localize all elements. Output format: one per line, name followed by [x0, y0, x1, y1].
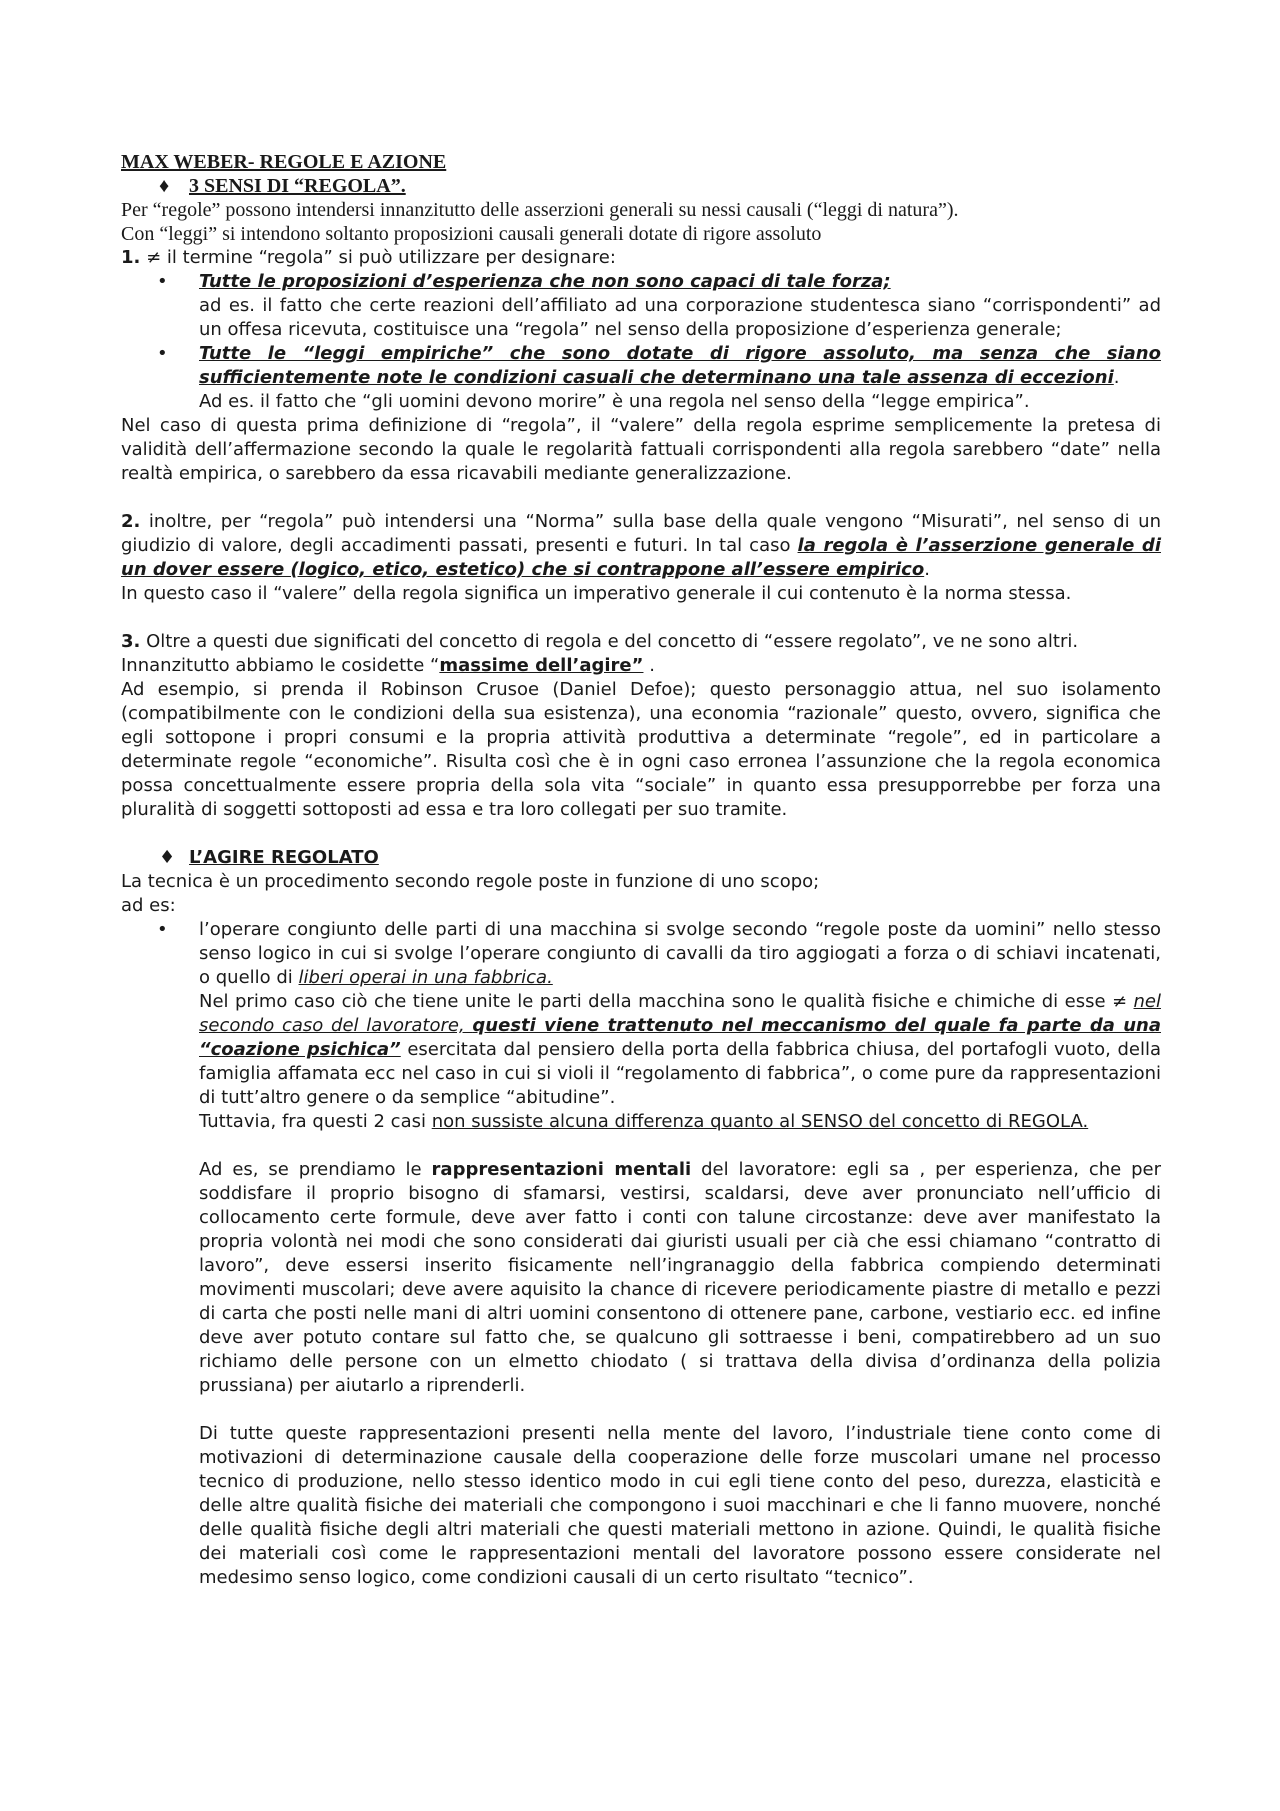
section-2-line-1: La tecnica è un procedimento secondo regole poste in funzione di uno scopo; — [121, 871, 820, 892]
rappresentazioni-block — [121, 1158, 1161, 1590]
list-item — [121, 342, 1161, 414]
senso-emphasis: non sussiste alcuna differenza quanto al SENSO del concetto di REGOLA. — [431, 1111, 1089, 1132]
point-2-line-2: In questo caso il “valere” della regola significa un imperativo generale il cui contenuto è la norma stessa. — [121, 583, 1072, 604]
coazione-end: esercitata dal pensiero della porta della fabbrica chiusa, del portafogli vuoto, della famiglia affamata ecc nel caso in cui si violi il “regolamento di fabbrica”, o come pure da rappresentazioni di tutt’altro genere o da semplice “abitudine”. — [199, 1039, 1161, 1108]
point-3-paragraph: Ad esempio, si prenda il Robinson Crusoe (Daniel Defoe); questo personaggio attua, nel suo isolamento (compatibilmente con le condizioni della sua esistenza), una economia “razionale” questo, ovvero, significa che egli sottopone i propri consumi e la propria attività produttiva a determinate “regole”, ed in particolare a determinate regole “economiche”. Risulta così che è in ogni caso erronea l’assunzione che la regola economica possa concettualmente essere propria della sola vita “sociale” in quanto essa presupporrebbe per forza una pluralità di soggetti sottoposti ad essa e tra loro collegati per suo tramite. — [121, 679, 1161, 820]
coazione-start: Nel primo caso ciò che tiene unite le parti della macchina sono le qualità fisiche e chimiche di esse ≠ — [199, 991, 1134, 1012]
point-1-conclusion: Nel caso di questa prima definizione di “regola”, il “valere” della regola esprime semplicemente la pretesa di validità dell’affermazione secondo la quale le regolarità fattuali corrispondenti alla regola sarebbero “date” nella realtà empirica, o sarebbero da essa ricavabili mediante generalizzazione. — [121, 415, 1161, 484]
coazione-paragraph — [199, 990, 1161, 1110]
massime-emphasis: massime dell’agire” — [439, 655, 644, 676]
senso-start: Tuttavia, fra questi 2 casi — [199, 1111, 432, 1132]
bullet-icon: • — [157, 271, 168, 292]
point-2-period: . — [924, 559, 930, 580]
document-page — [121, 150, 1161, 1590]
bullet-2-title: Tutte le “leggi empiriche” che sono dotate di rigore assoluto, ma senza che siano sufficientemente note le condizioni casuali che determinano una tale assenza di eccezioni — [199, 343, 1161, 388]
machine-text: l’operare congiunto delle parti di una macchina si svolge secondo “regole poste da uomini” nello stesso senso logico in cui si svolge l’operare congiunto di cavalli da tiro aggiogati a forza o di schiavi incatenati, o quello di — [199, 919, 1161, 988]
intro-line-2: Con “leggi” si intendono soltanto proposizioni causali generali dotate di rigore assoluto — [121, 223, 822, 245]
document-title: MAX WEBER- REGOLE E AZIONE — [121, 151, 447, 173]
point-1-number: 1. — [121, 247, 141, 268]
point-3-text: Oltre a questi due significati del concetto di regola e del concetto di “essere regolato”, ve ne sono altri. — [140, 631, 1079, 652]
point-2-paragraph — [121, 510, 1161, 582]
section-2-line-2: ad es: — [121, 895, 176, 916]
bullet-2-text: Ad es. il fatto che “gli uomini devono morire” è una regola nel senso della “legge empirica”. — [199, 391, 1030, 412]
coazione-italic: nel secondo caso del lavoratore, — [199, 991, 1161, 1036]
point-2-emphasis: la regola è l’asserzione generale di un dover essere (logico, etico, estetico) che si contrappone all’essere empirico — [121, 535, 1161, 580]
list-item — [121, 270, 1161, 342]
machine-emphasis: liberi operai in una fabbrica. — [298, 967, 553, 988]
list-item — [121, 918, 1161, 1134]
point-2-number: 2. — [121, 511, 141, 532]
diamond-bullet-icon: ♦ — [159, 175, 170, 197]
rappresentazioni-end: del lavoratore: egli sa , per esperienza, che per soddisfare il proprio bisogno di sfamarsi, vestirsi, scaldarsi, deve aver pronunciato nell’ufficio di collocamento certe formule, deve aver fatto i conti con talune circostanze: deve aver manifestato la propria volontà nei modi che sono considerati dai giuristi usuali per cià che essi chiamano “contratto di lavoro”, deve essersi inserito fisicamente nell’ingranaggio della fabbrica compiendo determinati movimenti muscolari; deve avere aquisito la chance di ricevere periodicamente piastre di metallo e pezzi di carta che posti nelle mani di altri uomini consentono di ottenere pane, carbone, vestiario ecc. ed infine deve aver potuto contare sul fatto che, se qualcuno gli sottraesse i beni, compatirebbero ad un suo richiamo delle persone con un elmetto chiodato ( si trattava della divisa d’ordinanza della polizia prussiana) per aiutarlo a riprenderli. — [199, 1159, 1162, 1396]
point-3-line-2-end: . — [643, 655, 655, 676]
section-heading-text: 3 SENSI DI “REGOLA”. — [189, 175, 406, 197]
coazione-bold: questi viene trattenuto nel meccanismo del quale fa parte da una “coazione psichica” — [199, 1015, 1161, 1060]
senso-paragraph — [199, 1110, 1161, 1134]
bullet-1-title: Tutte le proposizioni d’esperienza che non sono capaci di tale forza; — [199, 271, 891, 292]
diamond-bullet-icon: ♦ — [159, 847, 176, 868]
point-3-lead — [121, 630, 1161, 654]
bullet-2-period: . — [1113, 367, 1120, 388]
point-3-number: 3. — [121, 631, 141, 652]
rappresentazioni-paragraph — [199, 1158, 1161, 1398]
point-2-text: inoltre, per “regola” può intendersi una “Norma” sulla base della quale vengono “Misurati”, nel senso di un giudizio di valore, degli accadimenti passati, presenti e futuri. In tal caso — [121, 511, 1161, 556]
bullet-1-text: ad es. il fatto che certe reazioni dell’affiliato ad una corporazione studentesca siano “corrispondenti” ad un offesa ricevuta, costituisce una “regola” nel senso della proposizione d’esperienza generale; — [199, 295, 1161, 340]
rappresentazioni-start: Ad es, se prendiamo le — [199, 1159, 432, 1180]
bullet-icon: • — [157, 919, 168, 940]
rappresentazioni-bold: rappresentazioni mentali — [431, 1159, 692, 1180]
section-heading-sensi — [121, 174, 1161, 198]
point-1-lead — [121, 246, 1161, 270]
point-1-lead-text: ≠ il termine “regola” si può utilizzare per designare: — [140, 247, 616, 268]
point-3-line-2 — [121, 654, 1161, 678]
bullet-icon: • — [157, 343, 168, 364]
machine-paragraph — [199, 918, 1161, 990]
section-heading-agire-text: L’AGIRE REGOLATO — [189, 847, 379, 868]
industriale-paragraph: Di tutte queste rappresentazioni presenti nella mente del lavoro, l’industriale tiene conto come di motivazioni di determinazione causale della cooperazione delle forze muscolari umane nel processo tecnico di produzione, nello stesso identico modo in cui egli tiene conto del peso, durezza, elasticità e delle altre qualità fisiche dei materiali che compongono i suoi macchinari e che li fanno muovere, nonché delle qualità fisiche degli altri materiali che questi materiali mettono in azione. Quindi, le qualità fisiche dei materiali così come le rappresentazioni mentali del lavoratore possono essere considerate nel medesimo senso logico, come condizioni causali di un certo risultato “tecnico”. — [199, 1423, 1161, 1588]
intro-line-1: Per “regole” possono intendersi innanzitutto delle asserzioni generali su nessi causali (“leggi di natura”). — [121, 199, 959, 221]
section-heading-agire — [121, 846, 1161, 870]
point-3-line-2-start: Innanzitutto abbiamo le cosidette “ — [121, 655, 440, 676]
